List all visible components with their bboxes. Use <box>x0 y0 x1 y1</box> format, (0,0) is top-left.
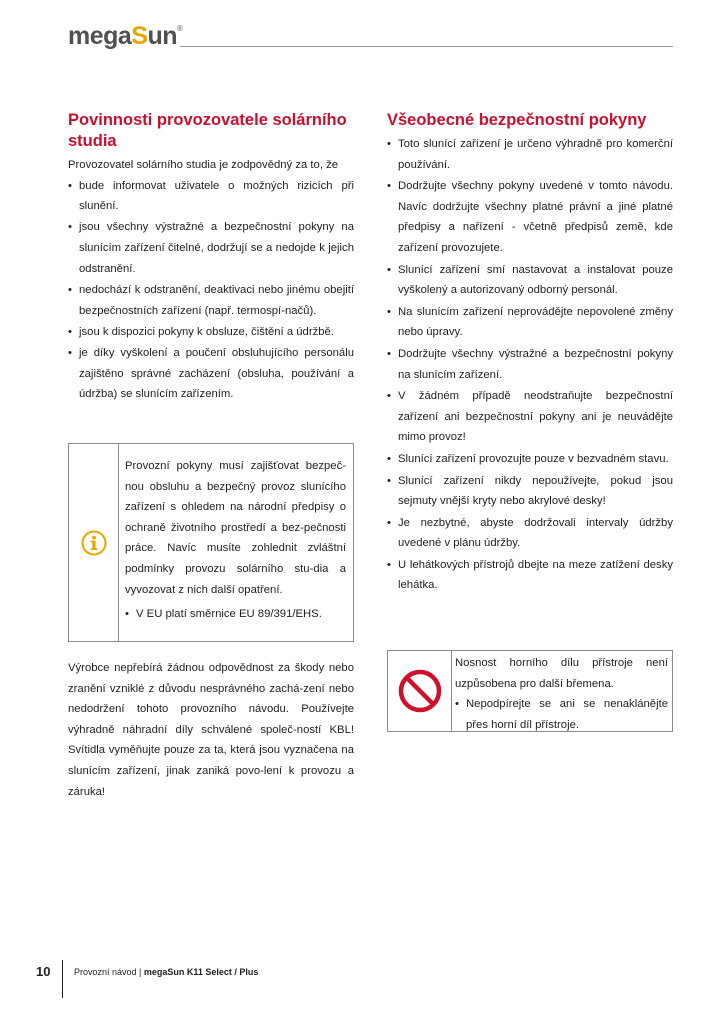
info-note-box <box>68 443 354 642</box>
list-item: • bude informovat uživatele o možných rizicích při slunění. <box>68 176 354 217</box>
list-item: • V žádném případě neodstraňujte bezpečnostní zařízení ani bezpečnostní pokyny ani je neuvádějte mimo provoz! <box>387 386 673 448</box>
list-item: • Dodržujte všechny výstražné a bezpečnostní pokyny na slunícím zařízení. <box>387 344 673 385</box>
logo-sun-letter: S <box>131 22 148 50</box>
list-item: • Nepodpírejte se ani se nenaklánějte přes horní díl přístroje. <box>455 694 668 735</box>
warning-text: Nosnost horního dílu přístroje není uzpůsobena pro další břemena. <box>455 657 668 690</box>
right-heading: Všeobecné bezpečnostní pokyny <box>387 111 647 129</box>
footer-product-name: megaSun K11 Select / Plus <box>143 967 259 977</box>
left-column <box>68 110 354 406</box>
info-list <box>125 604 346 625</box>
list-item: • jsou všechny výstražné a bezpečnostní pokyny na slunícím zařízení čitelné, dodržují se a nedojde k jejich odstranění. <box>68 217 354 279</box>
warning-note-box <box>387 650 673 732</box>
brand-logo <box>68 22 182 51</box>
list-item: • nedochází k odstranění, deaktivaci nebo jinému obejití bezpečnostních zařízení (např. termospí-načů). <box>68 280 354 321</box>
info-icon-cell <box>69 444 119 641</box>
page-number: 10 <box>36 964 51 979</box>
list-item: • Na slunícím zařízení neprovádějte nepovolené změny nebo úpravy. <box>387 302 673 343</box>
logo-text-pre: mega <box>68 22 132 50</box>
left-list <box>68 176 354 405</box>
list-item: • jsou k dispozici pokyny k obsluze, čištění a údržbě. <box>68 322 354 343</box>
footer-label <box>74 967 258 977</box>
right-column <box>387 110 673 597</box>
logo-text-post: un <box>147 22 178 50</box>
prohibition-icon <box>398 669 442 713</box>
warning-text-cell <box>452 651 672 731</box>
info-text-cell <box>119 444 353 641</box>
prohibition-icon-cell <box>388 651 452 731</box>
list-item: • Toto slunící zařízení je určeno výhradně pro komerční používání. <box>387 134 673 175</box>
header-divider <box>180 46 673 47</box>
list-item: • je díky vyškolení a poučení obsluhujícího personálu zajištěno správné zacházení (obsluha, používání a údržba) se slunícím zařízením. <box>68 343 354 405</box>
info-text: Provozní pokyny musí zajišťovat bezpeč-nou obsluhu a bezpečný provoz slunícího zařízení s ohledem na národní předpisy o ochraně životního prostředí a bez-pečnosti práce. Navíc musíte zohlednit zvláštní podmínky provozu solárního stu-dia a vyvozovat z nich další opatření. <box>125 460 346 596</box>
left-heading: Povinnosti provozovatele solárního studia <box>68 111 347 150</box>
list-item: • Dodržujte všechny pokyny uvedené v tomto návodu. Navíc dodržujte všechny platné právní a jiné platné předpisy a nařízení - včetně předpisů země, kde zařízení provozujete. <box>387 176 673 258</box>
list-item: • Je nezbytné, abyste dodržovali intervaly údržby uvedené v plánu údržby. <box>387 513 673 554</box>
list-item: • U lehátkových přístrojů dbejte na meze zatížení desky lehátka. <box>387 555 673 596</box>
list-item: • Slunící zařízení nikdy nepoužívejte, pokud jsou sejmuty vnější kryty nebo akrylové desky! <box>387 471 673 512</box>
logo-registered-mark: ® <box>177 24 183 33</box>
warning-list <box>455 694 668 735</box>
list-item: • V EU platí směrnice EU 89/391/EHS. <box>125 604 346 625</box>
list-item: • Slunící zařízení smí nastavovat a instalovat pouze vyškolený a autorizovaný odborný personál. <box>387 260 673 301</box>
left-intro: Provozovatel solárního studia je zodpovědný za to, že <box>68 159 339 171</box>
info-icon <box>81 530 107 556</box>
footer-doc-type: Provozní návod | <box>74 967 144 977</box>
list-item: • Slunící zařízení provozujte pouze v bezvadném stavu. <box>387 449 673 470</box>
footer-divider <box>62 960 63 998</box>
right-list <box>387 134 673 596</box>
liability-paragraph: Výrobce nepřebírá žádnou odpovědnost za škody nebo zranění vzniklé z důvodu nesprávného zachá-zení nebo nedodržení tohoto provozního návodu. Používejte výhradně náhradní díly schválené společ-ností KBL! Svítidla vyměňujte pouze za ta, která jsou vyznačena na slunícím zařízení, jinak zaniká povo-lení k provozu a záruka! <box>68 662 354 798</box>
